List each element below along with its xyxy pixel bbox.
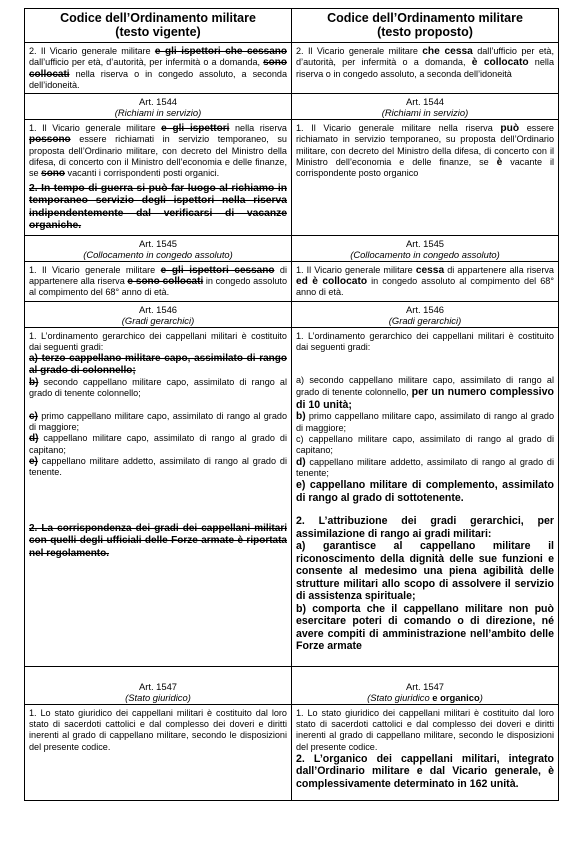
inserted-paragraph: 2. L’attribuzione dei gradi gerarchici, per assimilazione di rango ai gradi militari: <box>296 515 554 540</box>
article-number: Art. 1544 <box>138 96 178 108</box>
inserted-text: può <box>500 123 520 135</box>
inserted-text: ed è collocato <box>296 275 368 287</box>
inserted-list-item: a) garantisce al cappellano militare il riconoscimento della dignità delle sue funzioni e consente al medesimo una piena agibilità delle strutture militari allo scopo di assolvere il servizio di assistenza spirituale; <box>296 540 554 603</box>
inserted-list-item: b) comporta che il cappellano militare non può esercitare poteri di comando o di direzione, né avere compiti di amministrazione nell’ambito delle Forze armate <box>296 602 554 653</box>
header-left-subtitle: (testo vigente) <box>115 25 201 39</box>
article-number: Art. 1547 <box>138 680 178 692</box>
row-comma-2 <box>25 43 559 94</box>
cell-current: 1. Il Vicario generale militare e gli ispettori cessano di appartenere alla riserva e sono collocati in congedo assoluto al compimento del 68° anno di età. <box>25 261 292 301</box>
header-current-text <box>25 9 292 43</box>
article-body-1546 <box>25 327 559 666</box>
list-item: c) primo cappellano militare capo, assimilato di rango al grado di maggiore; <box>29 410 287 433</box>
list-item: b) primo cappellano militare capo, assimilato di rango al grado di maggiore; <box>296 411 554 433</box>
paragraph: 1. Il Vicario generale militare nella riserva può essere richiamato in servizio temporaneo, su proposta dell’Ordinario militare, con decreto del Ministro della difesa, di concerto con il Ministro dell’economia e delle finanze, se è vacante il corrispondente posto organico <box>296 123 554 179</box>
paragraph: 1. L’ordinamento gerarchico dei cappellani militari è costituito dai seguenti gradi: <box>29 330 287 352</box>
article-title: (Gradi gerarchici) <box>388 314 462 326</box>
list-item: a) secondo cappellano militare capo, assimilato di rango al grado di tenente colonnello, per un numero complessivo di 10 unità; <box>296 375 554 411</box>
deleted-paragraph: 2. In tempo di guerra si può far luogo al richiamo in temporaneo servizio degli ispettori nella riserva indipendentemente dal verificarsi di vacanze organiche. <box>29 182 287 232</box>
deleted-list-item: a) terzo cappellano militare capo, assimilato di rango al grado di colonnello; <box>29 353 287 377</box>
header-right-title: Codice dell’Ordinamento militare <box>327 11 523 25</box>
article-heading-1546 <box>25 301 559 327</box>
cell-current <box>25 120 292 235</box>
inserted-list-item: e) cappellano militare di complemento, assimilato di rango al grado di sottotenente. <box>296 479 554 504</box>
comparison-document <box>24 8 558 801</box>
list-item: d) cappellano militare addetto, assimilato di rango al grado di tenente; <box>296 456 554 478</box>
cell-proposed: 1. Il Vicario generale militare cessa di appartenere alla riserva ed è collocato in congedo assoluto al compimento del 68° anno di età. <box>292 261 559 301</box>
header-row <box>25 9 559 43</box>
article-heading-1545 <box>25 235 559 261</box>
article-body-1545 <box>25 261 559 301</box>
deleted-text: possono <box>29 134 71 146</box>
article-heading-1544 <box>25 94 559 120</box>
article-number: Art. 1545 <box>138 237 178 249</box>
list-item: e) cappellano militare addetto, assimilato di rango al grado di tenente. <box>29 455 287 478</box>
article-number: Art. 1545 <box>405 237 445 249</box>
article-body-1547 <box>25 704 559 801</box>
deleted-text: e sono collocati <box>127 275 204 287</box>
paragraph: 1. Lo stato giuridico dei cappellani militari è costituito dal loro stato di sacerdoti cattolici e dal complesso dei doveri e diritti inerenti al grado di cappellano militare, secondo le disposizioni del presente codice. <box>296 707 554 752</box>
inserted-text: è collocato <box>471 57 529 69</box>
article-number: Art. 1544 <box>405 96 445 108</box>
deleted-text: sono collocati <box>29 57 287 80</box>
article-title: (Gradi gerarchici) <box>121 314 195 326</box>
article-number: Art. 1546 <box>405 303 445 315</box>
cell-proposed <box>292 327 559 666</box>
article-title: (Collocamento in congedo assoluto) <box>83 248 233 260</box>
inserted-text: per un numero complessivo di 10 unità; <box>296 386 554 411</box>
header-proposed-text <box>292 9 559 43</box>
inserted-text: che cessa <box>422 46 473 57</box>
deleted-paragraph: 2. La corrispondenza dei gradi dei cappellani militari con quelli degli ufficiali delle Forze armate è riportata nel regolamento. <box>29 522 287 559</box>
article-body-1544 <box>25 120 559 235</box>
inserted-paragraph: 2. L’organico dei cappellani militari, integrato dall’Ordinario militare e dal Vicario generale, è complessivamente determinato in 162 unità. <box>296 752 554 790</box>
cell-proposed <box>292 120 559 235</box>
deleted-text: e gli ispettori cessano <box>160 264 275 276</box>
comparison-table <box>24 8 559 801</box>
header-right-subtitle: (testo proposto) <box>377 25 473 39</box>
article-number: Art. 1546 <box>138 303 178 315</box>
list-item: c) cappellano militare capo, assimilato di rango al grado di capitano; <box>296 434 554 456</box>
list-item: d) cappellano militare capo, assimilato di rango al grado di capitano; <box>29 433 287 455</box>
paragraph: 1. Il Vicario generale militare e gli ispettori nella riserva possono essere richiamati in servizio temporaneo, su proposta dell’Ordinario militare, con decreto del Ministro della difesa, di concerto con il Ministro dell’economia e delle finanze, se sono vacanti i corrispondenti posti organici. <box>29 123 287 180</box>
article-title: (Richiami in servizio) <box>381 107 469 119</box>
cell-current <box>25 327 292 666</box>
deleted-text: e gli ispettori che cessano <box>154 46 287 57</box>
deleted-text: e gli ispettori <box>161 123 230 135</box>
paragraph: 1. L’ordinamento gerarchico dei cappellani militari è costituito dai seguenti gradi: <box>296 330 554 352</box>
cell-current <box>25 704 292 801</box>
article-title: (Stato giuridico) <box>125 691 191 703</box>
header-left-title: Codice dell’Ordinamento militare <box>60 11 256 25</box>
article-heading-1547 <box>25 666 559 704</box>
inserted-text: cessa <box>415 264 445 276</box>
list-item: b) secondo cappellano militare capo, assimilato di rango al grado di tenente colonnello; <box>29 377 287 399</box>
paragraph: 1. Lo stato giuridico dei cappellani militari è costituito dal loro stato di sacerdoti cattolici e dal complesso dei doveri e diritti inerenti al grado di cappellano militare, secondo le disposizioni del presente codice. <box>29 707 287 752</box>
cell-current: 2. Il Vicario generale militare e gli ispettori che cessano dall’ufficio per età, d’autorità, per infermità o a domanda, sono collocati nella riserva o in congedo assoluto, a seconda dell’idoneità. <box>25 43 292 94</box>
inserted-text: è <box>496 157 503 169</box>
article-title: (Richiami in servizio) <box>114 107 202 119</box>
cell-proposed: 2. Il Vicario generale militare che cessa dall’ufficio per età, d’autorità, per infermità o a domanda, è collocato nella riserva o in congedo assoluto, a seconda dell’idoneità <box>292 43 559 94</box>
article-number: Art. 1547 <box>405 680 445 692</box>
article-title: (Collocamento in congedo assoluto) <box>350 248 500 260</box>
article-title: (Stato giuridico e organico) <box>367 691 483 703</box>
deleted-text: sono <box>41 168 66 180</box>
cell-proposed <box>292 704 559 801</box>
